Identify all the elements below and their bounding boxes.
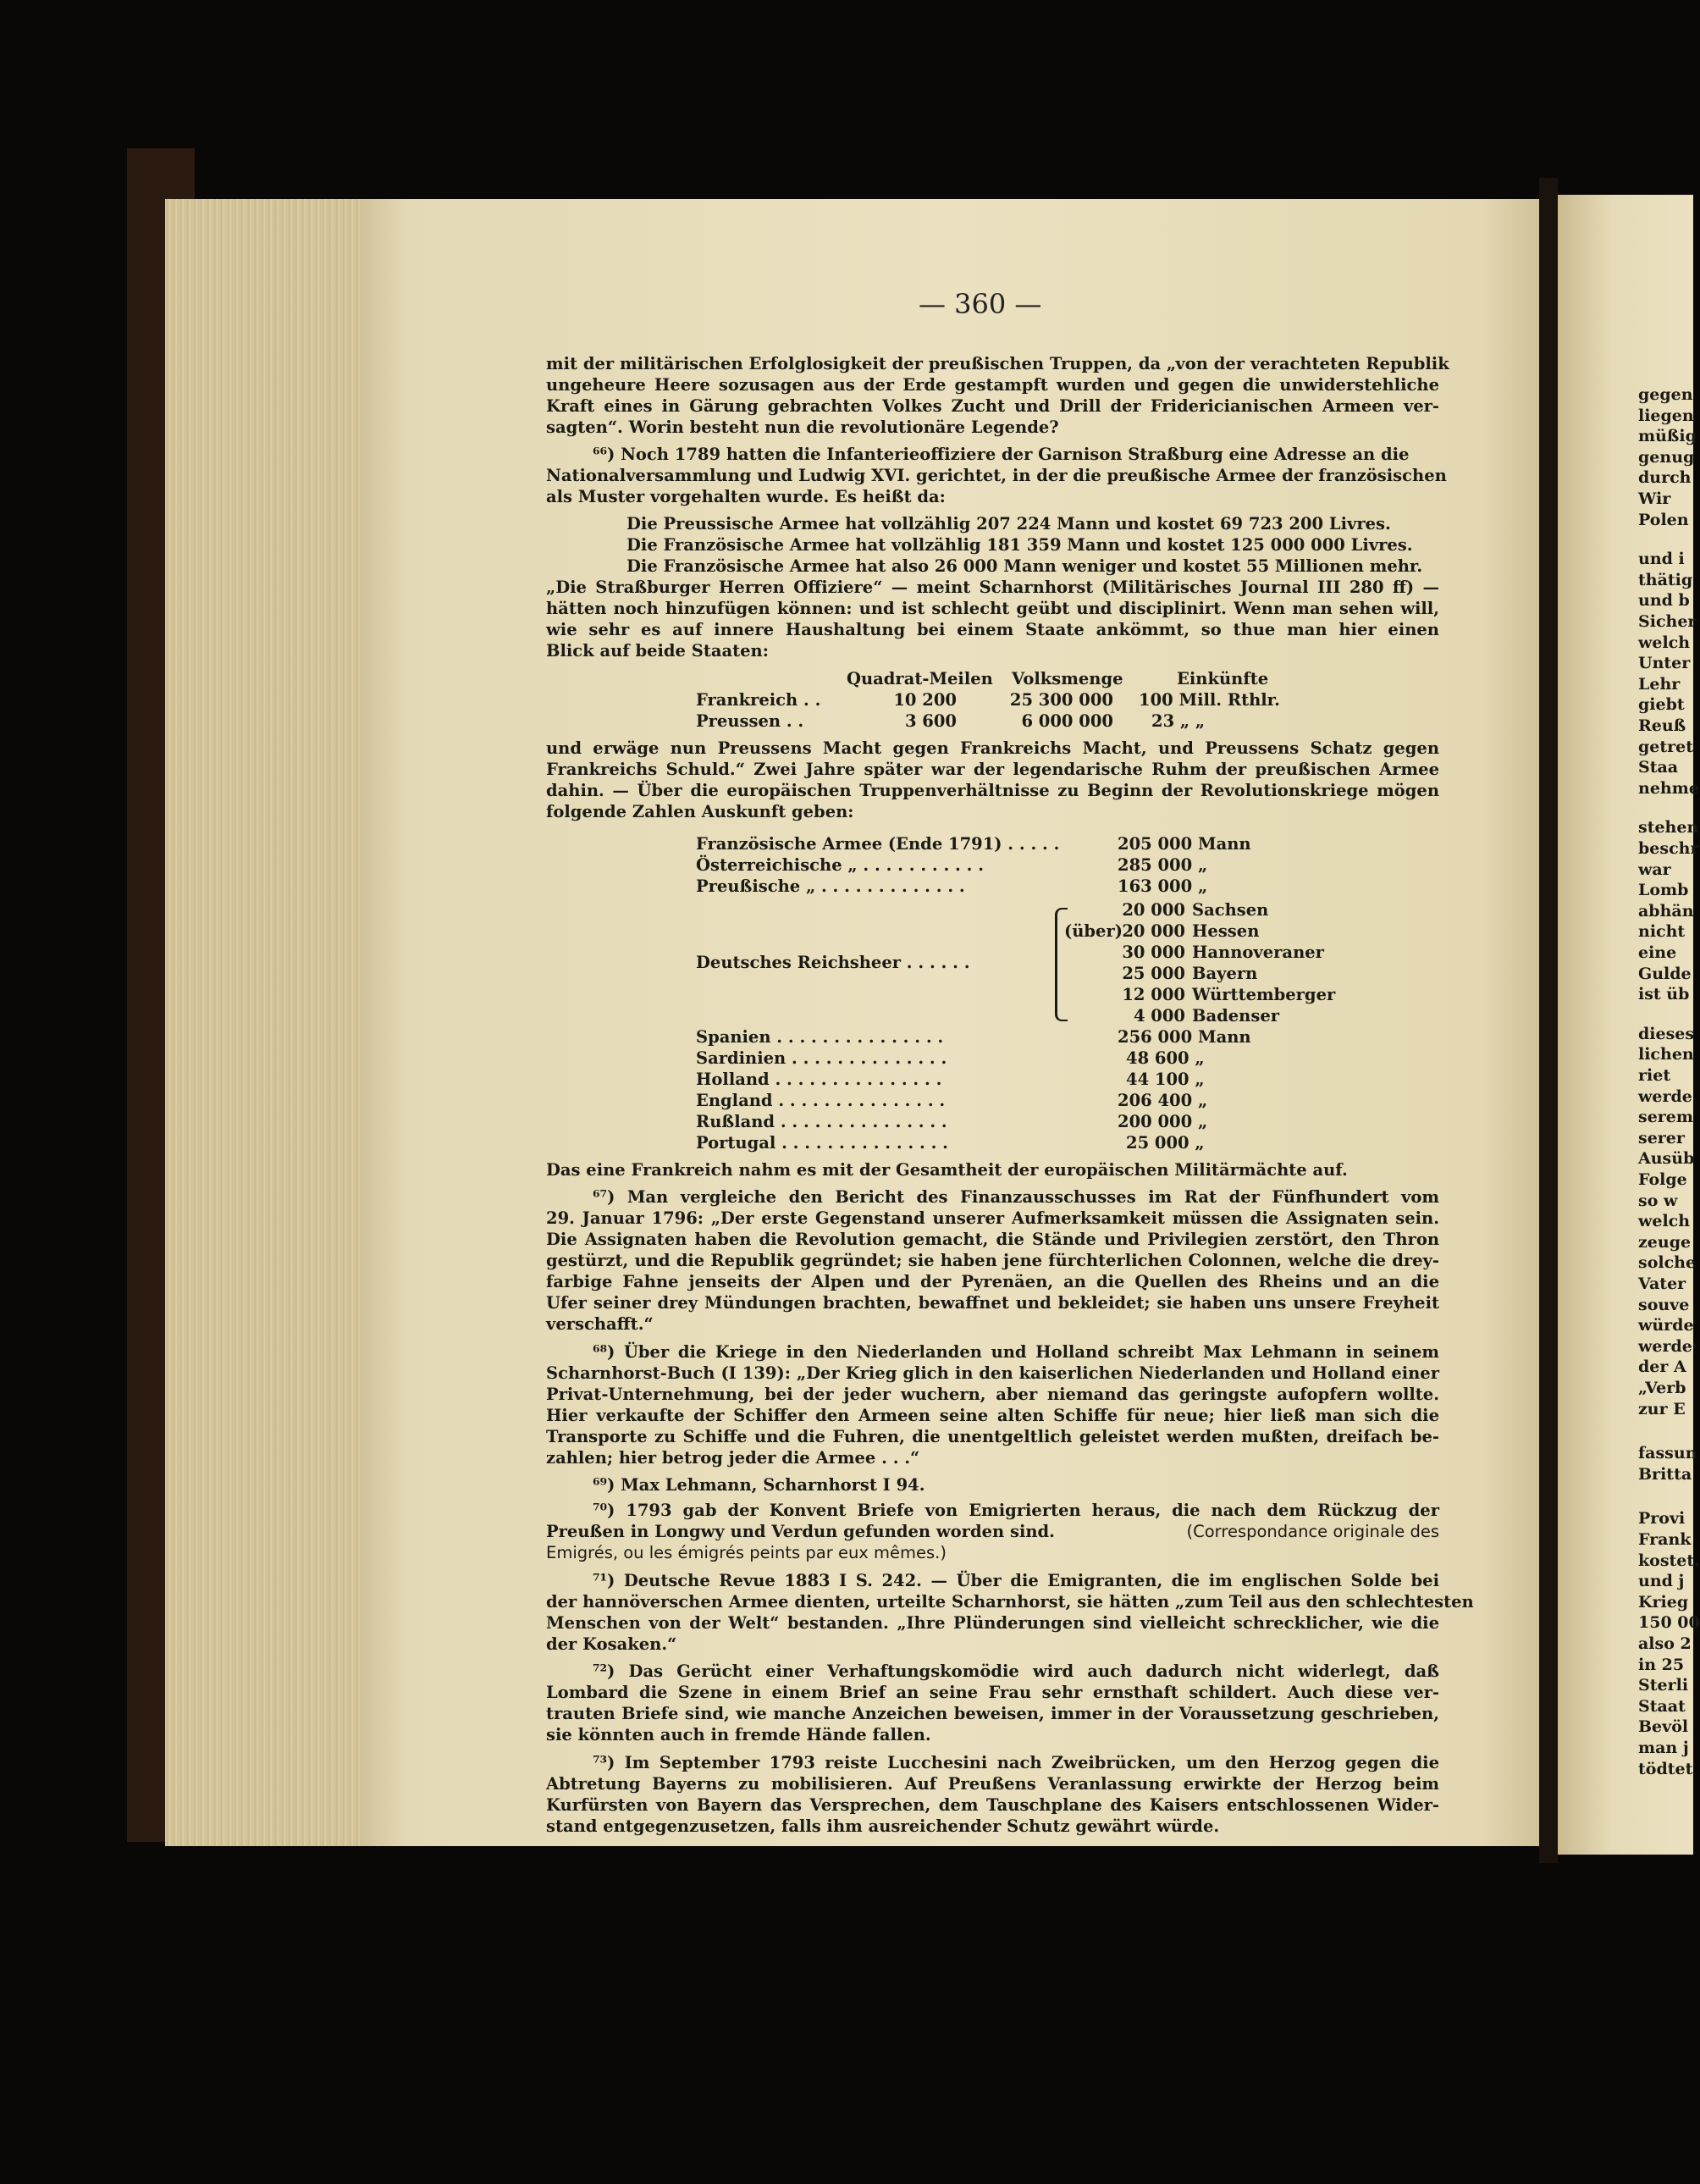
text-line: sie könnten auch in fremde Hände fallen. [546, 1725, 931, 1744]
table-header: Volksmenge [1012, 669, 1123, 688]
text-line: Lombard die Szene in einem Brief an seine Frau sehr ernsthaft schildert. Auch diese ver- [546, 1683, 1439, 1702]
text-line: Frankreichs Schuld.“ Zwei Jahre später war der legendarische Ruhm der preußischen Armee [546, 760, 1439, 779]
adjacent-page-fragment: riet [1638, 1066, 1671, 1085]
text-line: als Muster vorgehalten wurde. Es heißt da: [546, 487, 946, 506]
footnote-line: ⁷¹) Deutsche Revue 1883 I S. 242. — Über die Emigranten, die im englischen Solde bei [593, 1571, 1439, 1590]
adjacent-page-fragment: nehme [1638, 778, 1699, 798]
reich-name: Hessen [1192, 921, 1260, 941]
reich-name: Bayern [1192, 964, 1258, 983]
army-label: Spanien . . . . . . . . . . . . . . . [696, 1027, 944, 1047]
text-line: verschafft.“ [546, 1314, 654, 1334]
adjacent-page-fragment: ist üb [1638, 985, 1690, 1004]
footnote-line: ⁶⁹) Max Lehmann, Scharnhorst I 94. [593, 1475, 925, 1495]
table-header: Einkünfte [1177, 669, 1269, 688]
page-number: — 360 — [919, 288, 1042, 320]
text-line: mit der militärischen Erfolglosigkeit der preußischen Truppen, da „von der verachteten Republik [546, 354, 1449, 373]
adjacent-page-fragment: solche [1638, 1253, 1697, 1273]
text-line: ungeheure Heere sozusagen aus der Erde gestampft wurden und gegen die unwiderstehliche [546, 375, 1439, 395]
table-cell: 25 300 000 [1009, 690, 1113, 710]
adjacent-page-fragment: werde [1638, 1336, 1692, 1356]
text-line: und erwäge nun Preussens Macht gegen Frankreichs Macht, und Preussens Schatz gegen [546, 738, 1439, 758]
text-line: Das eine Frankreich nahm es mit der Gesamtheit der europäischen Militärmächte auf. [546, 1160, 1348, 1180]
adjacent-page-fragment: Frank [1638, 1530, 1692, 1549]
text-line-latin: Emigrés, ou les émigrés peints par eux mêmes.) [546, 1543, 947, 1562]
text-line: Nationalversammlung und Ludwig XVI. gerichtet, in der die preußische Armee der französischen [546, 466, 1447, 485]
reich-value: 12 000 [1122, 985, 1185, 1004]
adjacent-page-fragment: welch [1638, 633, 1691, 652]
adjacent-page-fragment: beschr [1638, 839, 1699, 858]
reich-value: 20 000 [1122, 921, 1185, 941]
adjacent-page-fragment: welch [1638, 1212, 1691, 1231]
text-line: Scharnhorst-Buch (I 139): „Der Krieg glich in den kaiserlichen Niederlanden und Holland einer [546, 1363, 1439, 1383]
text-line: der hannöverschen Armee dienten, urteilte Scharnhorst, sie hätten „zum Teil aus den schlechtesten [546, 1592, 1474, 1612]
text-line: Die Französische Armee hat vollzählig 181 359 Mann und kostet 125 000 000 Livres. [626, 535, 1413, 555]
army-label: Holland . . . . . . . . . . . . . . . [696, 1070, 942, 1089]
book-gutter [1539, 178, 1558, 1863]
text-line: gestürzt, und die Republik gegründet; sie haben jene fürchterlichen Colonnen, welche die drey- [546, 1251, 1439, 1270]
adjacent-page-fragment: Staa [1638, 758, 1679, 777]
adjacent-page-fragment: zur E [1638, 1399, 1686, 1418]
adjacent-page-fragment: giebt [1638, 695, 1685, 715]
adjacent-page-fragment: Sterli [1638, 1676, 1689, 1695]
adjacent-page-fragment: Provi [1638, 1509, 1686, 1529]
adjacent-page-fragment: lichen [1638, 1045, 1694, 1064]
adjacent-page-fragment: gegen [1638, 385, 1693, 404]
table-cell: 23 „ „ [1151, 711, 1206, 731]
adjacent-page-fragment: souve [1638, 1295, 1690, 1314]
adjacent-page-fragment: dieses [1638, 1024, 1695, 1043]
text-line: der Kosaken.“ [546, 1634, 677, 1654]
table-cell: Frankreich . . [696, 690, 821, 710]
adjacent-page-fragment: serer [1638, 1128, 1685, 1147]
adjacent-page-fragment: würde [1638, 1316, 1694, 1335]
adjacent-page-fragment: Unter [1638, 654, 1691, 673]
adjacent-page-fragment: Krieg [1638, 1592, 1689, 1612]
adjacent-page-fragment: abhän [1638, 901, 1694, 921]
text-line: Blick auf beide Staaten: [546, 641, 769, 661]
adjacent-page-fragment: nicht [1638, 922, 1686, 942]
reich-name: Hannoveraner [1192, 943, 1324, 962]
text-line: Ufer seiner drey Mündungen brachten, bewaffnet und bekleidet; sie haben uns unsere Freyheit [546, 1293, 1439, 1313]
army-value: 25 000 „ [1126, 1133, 1205, 1153]
text-line: Menschen von der Welt“ bestanden. „Ihre Plünderungen sind vielleicht schrecklicher, wie die [546, 1613, 1439, 1633]
adjacent-page-fragment: man j [1638, 1739, 1689, 1757]
adjacent-page-fragment: also 2 [1638, 1634, 1692, 1653]
adjacent-page-fragment: liegen [1638, 406, 1694, 425]
army-label: Sardinien . . . . . . . . . . . . . . [696, 1048, 947, 1068]
table-cell: 10 200 [893, 690, 957, 710]
footnote-line: ⁶⁶) Noch 1789 hatten die Infanterieoffiziere der Garnison Straßburg eine Adresse an die [593, 445, 1410, 464]
adjacent-page-fragment: zeuge [1638, 1232, 1692, 1252]
adjacent-page-fragment: genug [1638, 447, 1695, 467]
text-line-latin: (Correspondance originale des [1186, 1522, 1439, 1541]
text-line: Hier verkaufte der Schiffer den Armeen seine alten Schiffe für neue; hier ließ man sich die [546, 1406, 1439, 1425]
text-line: trauten Briefe sind, wie manche Anzeichen beweisen, immer in der Voraussetzung geschrieben, [546, 1704, 1439, 1723]
army-label: Französische Armee (Ende 1791) . . . . . [696, 834, 1060, 854]
reich-value: 25 000 [1122, 964, 1185, 983]
army-label: Preußische „ . . . . . . . . . . . . . [696, 876, 965, 896]
adjacent-page-fragment: werde [1638, 1086, 1692, 1106]
army-value: 163 000 „ [1118, 876, 1208, 896]
army-label: England . . . . . . . . . . . . . . . [696, 1091, 946, 1110]
army-value: 48 600 „ [1126, 1048, 1205, 1068]
text-line: Preußen in Longwy und Verdun gefunden worden sind. [546, 1522, 1055, 1541]
adjacent-page-fragment: Gulde [1638, 964, 1692, 983]
reich-value: 30 000 [1122, 943, 1185, 962]
adjacent-page-fragment: Lehr [1638, 674, 1681, 694]
adjacent-page-fragment: Bevöl [1638, 1717, 1689, 1737]
text-line: Die Französische Armee hat also 26 000 Mann weniger und kostet 55 Millionen mehr. [626, 556, 1423, 576]
text-line: Kurfürsten von Bayern das Versprechen, dem Tauschplane des Kaisers entschlossenen Wider- [546, 1795, 1439, 1815]
text-line: folgende Zahlen Auskunft geben: [546, 802, 854, 821]
army-value: 256 000 Mann [1118, 1027, 1251, 1047]
army-over: (über) [1064, 921, 1123, 941]
adjacent-page-fragment: so w [1638, 1191, 1678, 1210]
adjacent-page-fragment: eine [1638, 943, 1677, 962]
army-label: Österreichische „ . . . . . . . . . . . [696, 855, 984, 875]
army-value: 200 000 „ [1118, 1112, 1208, 1131]
reich-name: Sachsen [1192, 900, 1269, 920]
table-cell: 6 000 000 [1021, 711, 1113, 731]
footnote-line: ⁶⁸) Über die Kriege in den Niederlanden und Holland schreibt Max Lehmann in seinem [593, 1342, 1439, 1362]
footnote-line: ⁷³) Im September 1793 reiste Lucchesini nach Zweibrücken, um den Herzog gegen die [593, 1753, 1439, 1772]
army-label: Rußland . . . . . . . . . . . . . . . [696, 1112, 947, 1131]
army-value: 44 100 „ [1126, 1070, 1205, 1089]
reich-name: Württemberger [1192, 985, 1336, 1004]
army-label: Deutsches Reichsheer . . . . . . [696, 953, 970, 972]
text-line: sagten“. Worin besteht nun die revolutionäre Legende? [546, 417, 1059, 437]
footnote-line: ⁶⁷) Man vergleiche den Bericht des Finanzausschusses im Rat der Fünfhundert vom [593, 1187, 1439, 1207]
reich-value: 20 000 [1122, 900, 1185, 920]
adjacent-page-fragment: Sicher [1638, 612, 1697, 631]
text-line: Privat-Unternehmung, bei der jeder wuchern, aber niemand das geringste aufopfern wollte. [546, 1385, 1439, 1404]
text-line: dahin. — Über die europäischen Truppenverhältnisse zu Beginn der Revolutionskriege mögen [546, 781, 1439, 800]
text-line: „Die Straßburger Herren Offiziere“ — meint Scharnhorst (Militärisches Journal III 280 ff) — [546, 578, 1439, 597]
adjacent-page-fragment: Wir [1638, 489, 1671, 508]
adjacent-page-fragment: Staat [1638, 1696, 1686, 1716]
text-line: Kraft eines in Gärung gebrachten Volkes Zucht und Drill der Fridericianischen Armeen ver- [546, 396, 1439, 416]
adjacent-page-fragment: getret [1638, 737, 1694, 756]
text-line: stand entgegenzusetzen, falls ihm ausreichender Schutz gewährt würde. [546, 1816, 1220, 1836]
adjacent-page-fragment: müßig [1638, 427, 1697, 446]
table-header: Quadrat-Meilen [847, 669, 993, 688]
adjacent-page-fragment: Folge [1638, 1170, 1687, 1189]
text-line: farbige Fahne jenseits der Alpen und der Pyrenäen, an die Quellen des Rheins und an die [546, 1272, 1439, 1291]
text-line: Abtretung Bayerns zu mobilisieren. Auf Preußens Veranlassung erwirkte der Herzog beim [546, 1774, 1439, 1794]
adjacent-page-fragment: und b [1638, 591, 1690, 611]
table-cell: 3 600 [904, 711, 957, 731]
text-line: wie sehr es auf innere Haushaltung bei einem Staate ankömmt, so thue man hier einen [546, 620, 1439, 639]
adjacent-page-fragment: Polen [1638, 510, 1689, 529]
adjacent-page-fragment: kostet. [1638, 1551, 1700, 1570]
adjacent-page-fragment: und i [1638, 550, 1685, 569]
adjacent-page-fragment: tödtet [1638, 1759, 1693, 1778]
adjacent-page-fragment: durch [1638, 468, 1692, 488]
table-cell: 100 Mill. Rthlr. [1139, 690, 1280, 710]
text-line: zahlen; hier betrog jeder die Armee . . .“ [546, 1448, 920, 1468]
text-line: Die Preussische Armee hat vollzählig 207 224 Mann und kostet 69 723 200 Livres. [626, 514, 1391, 534]
page-stack [165, 199, 364, 1846]
adjacent-page-fragment: „Verb [1638, 1379, 1686, 1397]
adjacent-page-fragment: und j [1638, 1572, 1685, 1591]
table-cell: Preussen . . [696, 711, 804, 731]
adjacent-page-fragment: in 25 [1638, 1655, 1685, 1674]
adjacent-page-fragment: war [1638, 860, 1671, 879]
adjacent-page-fragment: Reuß [1638, 716, 1686, 735]
adjacent-page-fragment: 150 00 [1638, 1613, 1700, 1633]
adjacent-page-fragment: thätig [1638, 570, 1693, 589]
reich-value: 4 000 [1133, 1006, 1185, 1026]
reich-name: Badenser [1192, 1006, 1279, 1026]
text-line: hätten noch hinzufügen können: und ist schlecht geübt und disciplinirt. Wenn man sehen will, [546, 599, 1439, 618]
text-line: Die Assignaten haben die Revolution gemacht, die Stände und Privilegien zerstört, den Thron [546, 1230, 1439, 1249]
adjacent-page-fragment: der A [1638, 1357, 1686, 1377]
adjacent-page-fragment: Lomb [1638, 881, 1689, 900]
adjacent-page-fragment: stehen [1638, 818, 1699, 838]
army-label: Portugal . . . . . . . . . . . . . . . [696, 1133, 948, 1153]
army-value: 285 000 „ [1118, 855, 1208, 875]
adjacent-page-fragment: Ausüb [1638, 1149, 1695, 1169]
army-value: 206 400 „ [1118, 1091, 1208, 1110]
adjacent-page-fragment: fassun [1638, 1444, 1697, 1463]
text-line: 29. Januar 1796: „Der erste Gegenstand unserer Aufmerksamkeit müssen die Assignaten sein. [546, 1208, 1439, 1228]
footnote-line: ⁷⁰) 1793 gab der Konvent Briefe von Emigrierten heraus, die nach dem Rückzug der [593, 1501, 1439, 1520]
adjacent-page-fragment: serem [1638, 1108, 1693, 1127]
army-value: 205 000 Mann [1118, 834, 1251, 854]
footnote-line: ⁷²) Das Gerücht einer Verhaftungskomödie wird auch dadurch nicht widerlegt, daß [593, 1661, 1439, 1681]
adjacent-page-fragment: Britta [1638, 1464, 1692, 1484]
adjacent-page-fragment: Vater [1638, 1274, 1686, 1293]
text-line: Transporte zu Schiffe und die Fuhren, die unentgeltlich geleistet werden mußten, dreifach be- [546, 1427, 1439, 1446]
